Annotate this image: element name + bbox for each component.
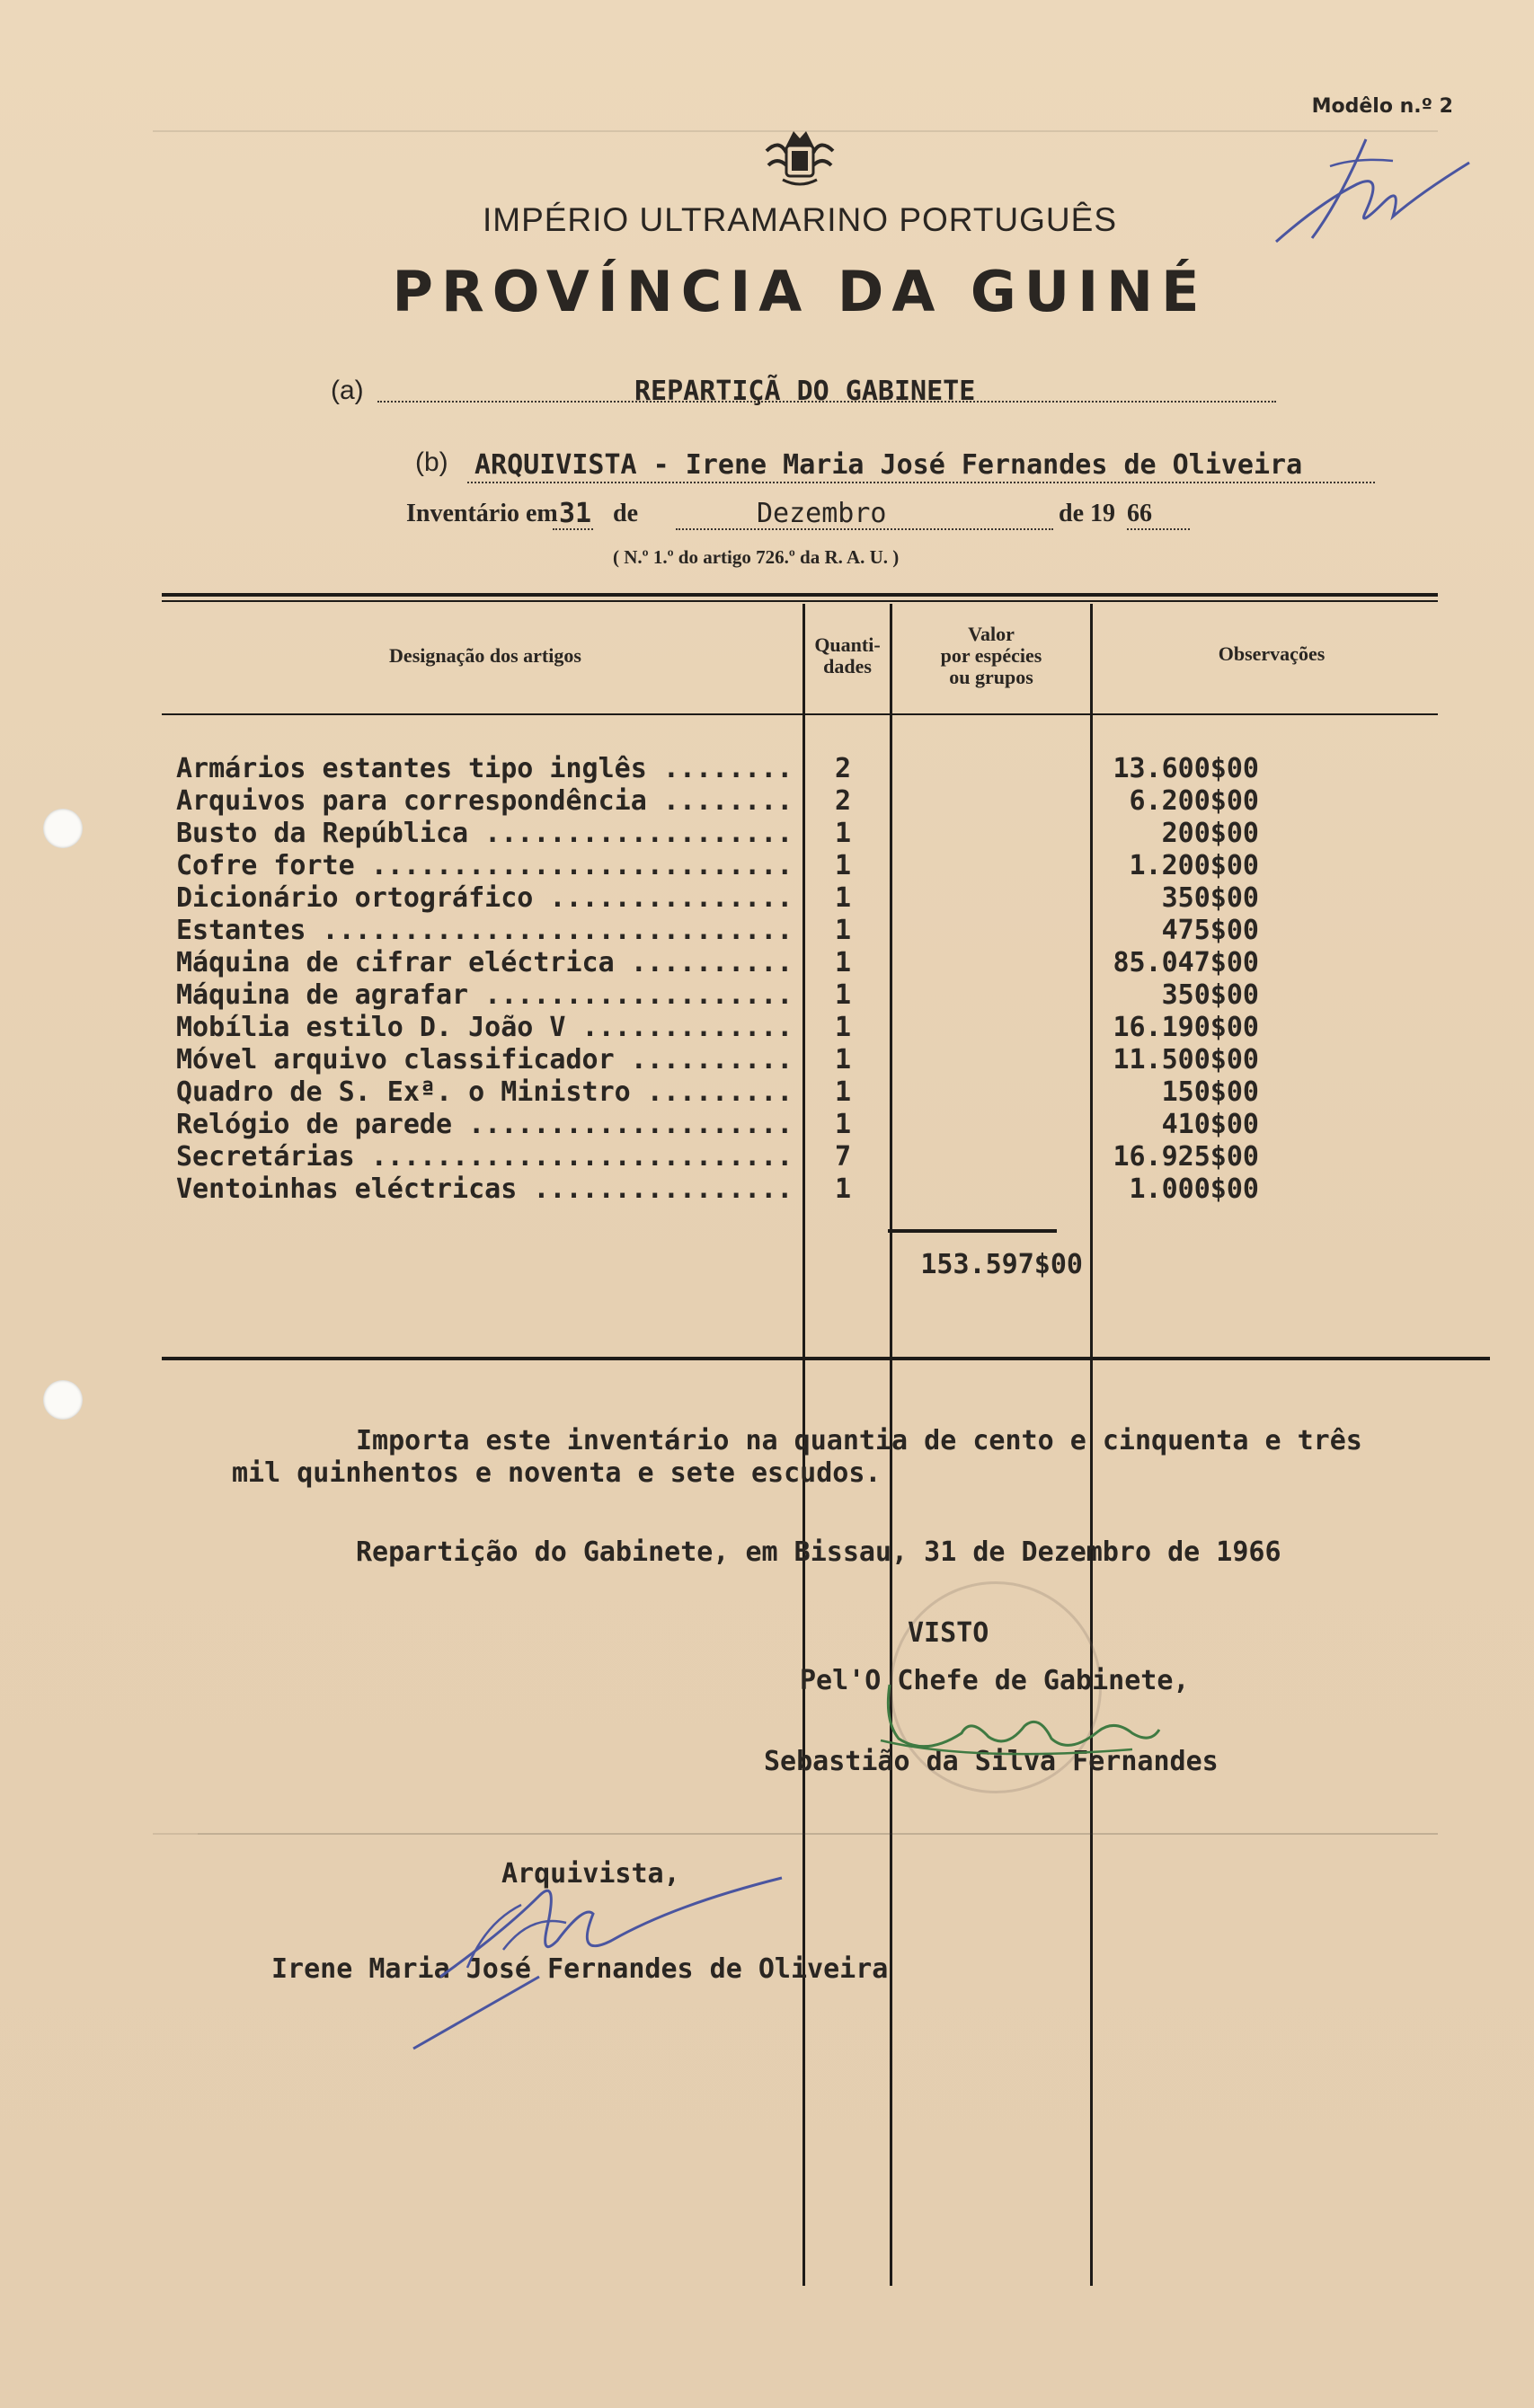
total-rule (888, 1229, 1057, 1233)
item-quantity: 1 (834, 1173, 852, 1205)
item-quantity: 1 (834, 1044, 852, 1076)
chief-title: Pel'O Chefe de Gabinete, (800, 1665, 1190, 1696)
item-name: Estantes ..... (176, 915, 796, 947)
province-title: PROVÍNCIA DA GUINÉ (392, 259, 1208, 324)
item-quantity: 1 (834, 882, 852, 914)
item-value: 16.925$00 (1113, 1141, 1259, 1173)
government-title: IMPÉRIO ULTRAMARINO PORTUGUÊS (482, 201, 1118, 238)
header-items: Designação dos artigos (389, 644, 581, 667)
item-name: Máquina de cifrar eléctrica ..... (176, 947, 796, 979)
item-value: 350$00 (1161, 979, 1259, 1011)
inventory-year: 66 (1127, 500, 1152, 527)
item-quantity: 1 (834, 979, 852, 1011)
department-name: REPARTIÇÃ DO GABINETE (634, 376, 976, 407)
inventory-prefix: Inventário em (406, 500, 558, 527)
item-value: 350$00 (1161, 882, 1259, 914)
visto-label: VISTO (908, 1617, 989, 1649)
item-value: 11.500$00 (1113, 1044, 1259, 1076)
inventory-year-prefix: de 19 (1059, 500, 1115, 527)
year-field-line (1127, 528, 1190, 530)
item-name: Quadro de S. Exª. o Ministro ..... (176, 1076, 796, 1109)
table-top-rule-thin (162, 600, 1438, 602)
archivist-name: Irene Maria José Fernandes de Oliveira (271, 1953, 889, 1985)
archivist-field-line (467, 482, 1375, 483)
coat-of-arms-icon (759, 126, 840, 189)
item-value: 410$00 (1161, 1109, 1259, 1140)
item-value: 1.200$00 (1129, 850, 1259, 881)
item-name: Ventoinhas eléctricas ..... (176, 1173, 796, 1206)
punch-hole-bottom (43, 1380, 83, 1420)
archivist-signature (404, 1842, 791, 2058)
item-quantity: 1 (834, 850, 852, 881)
item-name: Máquina de agrafar ..... (176, 979, 796, 1012)
table-header-rule (162, 713, 1438, 715)
chief-signature (863, 1667, 1168, 1766)
item-name: Relógio de parede ..... (176, 1109, 796, 1141)
header-quantities: Quanti- dades (814, 633, 881, 677)
item-quantity: 7 (834, 1141, 852, 1173)
item-name: Cofre forte ..... (176, 850, 796, 882)
item-value: 150$00 (1161, 1076, 1259, 1108)
inventory-day: 31 (559, 498, 592, 529)
item-quantity: 1 (834, 947, 852, 978)
item-quantity: 1 (834, 1076, 852, 1108)
item-name: Móvel arquivo classificador ..... (176, 1044, 796, 1076)
bleed-through-rule (198, 1833, 1438, 1835)
top-right-signature (1258, 130, 1474, 256)
item-value: 1.000$00 (1129, 1173, 1259, 1205)
header-observations: Observações (1218, 642, 1326, 665)
archivist-title: Arquivista, (501, 1858, 680, 1890)
item-value: 85.047$00 (1113, 947, 1259, 978)
item-quantity: 1 (834, 915, 852, 946)
item-value: 6.200$00 (1129, 785, 1259, 817)
chief-name: Sebastião da Silva Fernandes (764, 1746, 1219, 1777)
item-quantity: 1 (834, 1012, 852, 1043)
item-name: Busto da República ..... (176, 818, 796, 850)
archivist-line: ARQUIVISTA - Irene Maria José Fernandes de Oliveira (474, 449, 1303, 481)
header-value: Valor por espécies ou grupos (940, 623, 1042, 688)
item-name: Mobília estilo D. João V ..... (176, 1012, 796, 1044)
item-name: Secretárias ..... (176, 1141, 796, 1173)
legal-reference: ( N.º 1.º do artigo 726.º da R. A. U. ) (613, 546, 900, 568)
item-quantity: 2 (834, 753, 852, 784)
item-quantity: 2 (834, 785, 852, 817)
table-bottom-rule (162, 1357, 1490, 1360)
inventory-de: de (613, 500, 638, 527)
amount-in-words-line2: mil quinhentos e noventa e sete escudos. (232, 1457, 882, 1489)
item-value: 16.190$00 (1113, 1012, 1259, 1043)
total-value: 153.597$00 (920, 1249, 1083, 1280)
label-b: (b) (415, 447, 448, 477)
inventory-month: Dezembro (757, 498, 887, 529)
label-a: (a) (331, 376, 364, 405)
item-value: 13.600$00 (1113, 753, 1259, 784)
model-number: Modêlo n.º 2 (1311, 95, 1453, 118)
item-value: 475$00 (1161, 915, 1259, 946)
item-value: 200$00 (1161, 818, 1259, 849)
amount-in-words-line1: Importa este inventário na quantia de cento e cinquenta e três (356, 1425, 1362, 1456)
item-quantity: 1 (834, 1109, 852, 1140)
place-and-date: Repartição do Gabinete, em Bissau, 31 de Dezembro de 1966 (356, 1536, 1281, 1568)
table-top-rule (162, 593, 1438, 597)
item-name: Dicionário ortográfico ..... (176, 882, 796, 915)
item-quantity: 1 (834, 818, 852, 849)
item-name: Armários estantes tipo inglês ..... (176, 753, 796, 785)
punch-hole-top (43, 809, 83, 848)
item-name: Arquivos para correspondência ..... (176, 785, 796, 818)
day-field-line (553, 528, 593, 530)
